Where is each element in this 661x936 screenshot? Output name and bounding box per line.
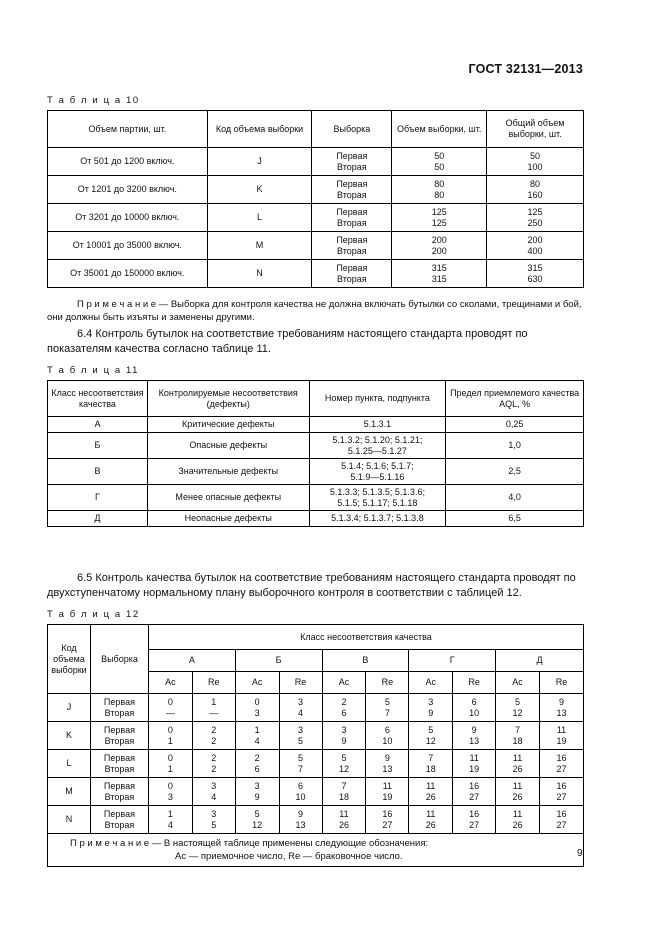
clause-cell: 5.1.4; 5.1.6; 5.1.7; 5.1.9—5.1.16	[309, 459, 446, 485]
clause-cell: 5.1.3.3; 5.1.3.5; 5.1.3.6; 5.1.5; 5.1.17; 5.1.18	[309, 485, 446, 511]
class-cell: Б	[48, 433, 148, 459]
ac-cell: 0 3	[235, 694, 279, 722]
note-line-1: В настоящей таблице применены следующие обозначения:	[161, 838, 429, 849]
ac-cell: 2 6	[322, 694, 366, 722]
sample-size-cell: 315 315	[392, 260, 487, 288]
class-header-1: Б	[235, 650, 322, 672]
ac-cell: 0 —	[148, 694, 192, 722]
table-row	[48, 806, 584, 834]
table-row	[48, 722, 584, 750]
table-row	[48, 485, 584, 511]
class-header-2: В	[322, 650, 409, 672]
sample-code-cell: J	[48, 694, 91, 722]
ac-cell: 0 3	[148, 778, 192, 806]
table-row	[48, 459, 584, 485]
re-cell: 9 13	[366, 750, 409, 778]
ac-cell: 11 26	[496, 750, 540, 778]
lot-size-cell: От 501 до 1200 включ.	[48, 148, 208, 176]
sample-size-cell: 125 125	[392, 204, 487, 232]
sample-cell: Первая Вторая	[312, 232, 392, 260]
table-row	[48, 750, 584, 778]
ac-cell: 11 26	[409, 778, 453, 806]
ac-cell: 5 12	[496, 694, 540, 722]
sample-size-cell: 50 50	[392, 148, 487, 176]
ac-cell: 5 12	[409, 722, 453, 750]
aql-cell: 0,25	[446, 417, 584, 433]
table-row	[48, 232, 584, 260]
re-cell: 2 2	[192, 722, 235, 750]
total-size-cell: 125 250	[487, 204, 584, 232]
class-header-3: Г	[409, 650, 496, 672]
note-line-2: Ас — приемочное число, Re — браковочное число.	[175, 851, 403, 862]
ac-cell: 0 1	[148, 750, 192, 778]
re-cell: 6 10	[279, 778, 322, 806]
clause-cell: 5.1.3.2; 5.1.20; 5.1.21; 5.1.25—5.1.27	[309, 433, 446, 459]
re-cell: 16 27	[366, 806, 409, 834]
re-cell: 11 19	[453, 750, 496, 778]
sample-code-cell: K	[207, 176, 312, 204]
class-header-4: Д	[496, 650, 584, 672]
total-size-cell: 50 100	[487, 148, 584, 176]
defect-cell: Опасные дефекты	[147, 433, 309, 459]
table-row	[48, 148, 584, 176]
sample-cell: Первая Вторая	[90, 806, 148, 834]
lot-size-cell: От 1201 до 3200 включ.	[48, 176, 208, 204]
table11	[47, 380, 584, 527]
ac-cell: 11 26	[496, 806, 540, 834]
table11-header-defects: Контролируемые несоответствия (дефекты)	[147, 381, 309, 417]
ac-cell: 11 26	[496, 778, 540, 806]
lot-size-cell: От 35001 до 150000 включ.	[48, 260, 208, 288]
sample-code-cell: M	[48, 778, 91, 806]
table-row	[48, 176, 584, 204]
class-cell: Д	[48, 511, 148, 527]
total-size-cell: 200 400	[487, 232, 584, 260]
sample-cell: Первая Вторая	[312, 260, 392, 288]
sample-code-cell: J	[207, 148, 312, 176]
table-row	[48, 433, 584, 459]
re-header: Re	[366, 672, 409, 694]
re-cell: 16 27	[453, 806, 496, 834]
re-cell: 1 —	[192, 694, 235, 722]
table12	[47, 624, 584, 867]
sample-code-cell: L	[48, 750, 91, 778]
paragraph-6-4: 6.4 Контроль бутылок на соответствие требованиям настоящего стандарта проводят по показателям качества согласно таблице 11.	[47, 328, 528, 355]
aql-cell: 1,0	[446, 433, 584, 459]
aql-cell: 4,0	[446, 485, 584, 511]
table-row	[48, 511, 584, 527]
ac-header: Ac	[496, 672, 540, 694]
table12-header-code: Код объема выборки	[48, 625, 91, 694]
re-cell: 11 19	[366, 778, 409, 806]
table10	[47, 110, 584, 288]
ac-cell: 7 18	[496, 722, 540, 750]
note-text: Выборка для контроля качества не должна включать бутылки со сколами, трещинами и бой, они должны быть изъяты и заменены другими.	[47, 299, 582, 323]
re-cell: 9 13	[540, 694, 584, 722]
re-header: Re	[540, 672, 584, 694]
re-cell: 9 13	[279, 806, 322, 834]
aql-cell: 6,5	[446, 511, 584, 527]
ac-cell: 3 9	[409, 694, 453, 722]
sample-code-cell: N	[48, 806, 91, 834]
ac-header: Ac	[148, 672, 192, 694]
table10-header-code: Код объема выборки	[207, 111, 312, 148]
re-cell: 9 13	[453, 722, 496, 750]
table-row	[48, 778, 584, 806]
table12-note	[48, 834, 584, 867]
ac-header: Ac	[409, 672, 453, 694]
sample-code-cell: M	[207, 232, 312, 260]
sample-size-cell: 80 80	[392, 176, 487, 204]
re-cell: 3 5	[192, 806, 235, 834]
re-cell: 3 4	[279, 694, 322, 722]
table10-header-sample: Выборка	[312, 111, 392, 148]
aql-cell: 2,5	[446, 459, 584, 485]
ac-header: Ac	[322, 672, 366, 694]
re-cell: 5 7	[366, 694, 409, 722]
document-code: ГОСТ 32131—2013	[468, 62, 583, 76]
table11-caption: Т а б л и ц а 11	[47, 365, 140, 376]
ac-cell: 7 18	[409, 750, 453, 778]
re-cell: 2 2	[192, 750, 235, 778]
re-header: Re	[192, 672, 235, 694]
sample-cell: Первая Вторая	[90, 750, 148, 778]
re-header: Re	[453, 672, 496, 694]
defect-cell: Значительные дефекты	[147, 459, 309, 485]
table12-caption: Т а б л и ц а 12	[47, 609, 140, 620]
ac-cell: 1 4	[235, 722, 279, 750]
re-cell: 16 27	[540, 806, 584, 834]
re-header: Re	[279, 672, 322, 694]
class-cell: Г	[48, 485, 148, 511]
table10-note	[47, 298, 584, 324]
total-size-cell: 315 630	[487, 260, 584, 288]
lot-size-cell: От 10001 до 35000 включ.	[48, 232, 208, 260]
class-header-0: А	[148, 650, 235, 672]
note-label: П р и м е ч а н и е —	[70, 838, 162, 849]
table11-header-class: Класс несоответствия качества	[48, 381, 148, 417]
re-cell: 16 27	[453, 778, 496, 806]
re-cell: 16 27	[540, 778, 584, 806]
defect-cell: Критические дефекты	[147, 417, 309, 433]
defect-cell: Менее опасные дефекты	[147, 485, 309, 511]
sample-cell: Первая Вторая	[312, 148, 392, 176]
defect-cell: Неопасные дефекты	[147, 511, 309, 527]
page-number: 9	[577, 848, 583, 859]
re-cell: 3 4	[192, 778, 235, 806]
re-cell: 5 7	[279, 750, 322, 778]
re-cell: 16 27	[540, 750, 584, 778]
class-cell: А	[48, 417, 148, 433]
re-cell: 6 10	[366, 722, 409, 750]
table10-header-total: Общий объем выборки, шт.	[487, 111, 584, 148]
ac-header: Ac	[235, 672, 279, 694]
sample-code-cell: K	[48, 722, 91, 750]
clause-cell: 5.1.3.1	[309, 417, 446, 433]
ac-cell: 0 1	[148, 722, 192, 750]
sample-cell: Первая Вторая	[90, 694, 148, 722]
re-cell: 6 10	[453, 694, 496, 722]
table-row	[48, 260, 584, 288]
table10-header-lot: Объем партии, шт.	[48, 111, 208, 148]
sample-cell: Первая Вторая	[312, 204, 392, 232]
table12-header-sample: Выборка	[90, 625, 148, 694]
sample-cell: Первая Вторая	[90, 778, 148, 806]
table-row	[48, 694, 584, 722]
table11-header-clause: Номер пункта, подпункта	[309, 381, 446, 417]
clause-cell: 5.1.3.4; 5.1.3.7; 5.1.3.8	[309, 511, 446, 527]
note-label: П р и м е ч а н и е —	[77, 299, 169, 310]
table-row	[48, 417, 584, 433]
sample-cell: Первая Вторая	[90, 722, 148, 750]
paragraph-6-5: 6.5 Контроль качества бутылок на соответствие требованиям настоящего стандарта проводят по двухступенчатому нормальному плану выборочного контроля в соответствии с таблицей 12.	[47, 572, 576, 599]
class-cell: В	[48, 459, 148, 485]
sample-cell: Первая Вторая	[312, 176, 392, 204]
ac-cell: 2 6	[235, 750, 279, 778]
re-cell: 3 5	[279, 722, 322, 750]
ac-cell: 11 26	[322, 806, 366, 834]
ac-cell: 3 9	[235, 778, 279, 806]
table10-header-size: Объем выборки, шт.	[392, 111, 487, 148]
ac-cell: 3 9	[322, 722, 366, 750]
ac-cell: 11 26	[409, 806, 453, 834]
table-row	[48, 204, 584, 232]
ac-cell: 1 4	[148, 806, 192, 834]
sample-size-cell: 200 200	[392, 232, 487, 260]
re-cell: 11 19	[540, 722, 584, 750]
ac-cell: 5 12	[322, 750, 366, 778]
ac-cell: 5 12	[235, 806, 279, 834]
table12-header-class: Класс несоответствия качества	[148, 625, 583, 650]
table11-header-aql: Предел приемлемого качества AQL, %	[446, 381, 584, 417]
ac-cell: 7 18	[322, 778, 366, 806]
sample-code-cell: N	[207, 260, 312, 288]
sample-code-cell: L	[207, 204, 312, 232]
table10-caption: Т а б л и ц а 10	[47, 95, 140, 106]
total-size-cell: 80 160	[487, 176, 584, 204]
lot-size-cell: От 3201 до 10000 включ.	[48, 204, 208, 232]
